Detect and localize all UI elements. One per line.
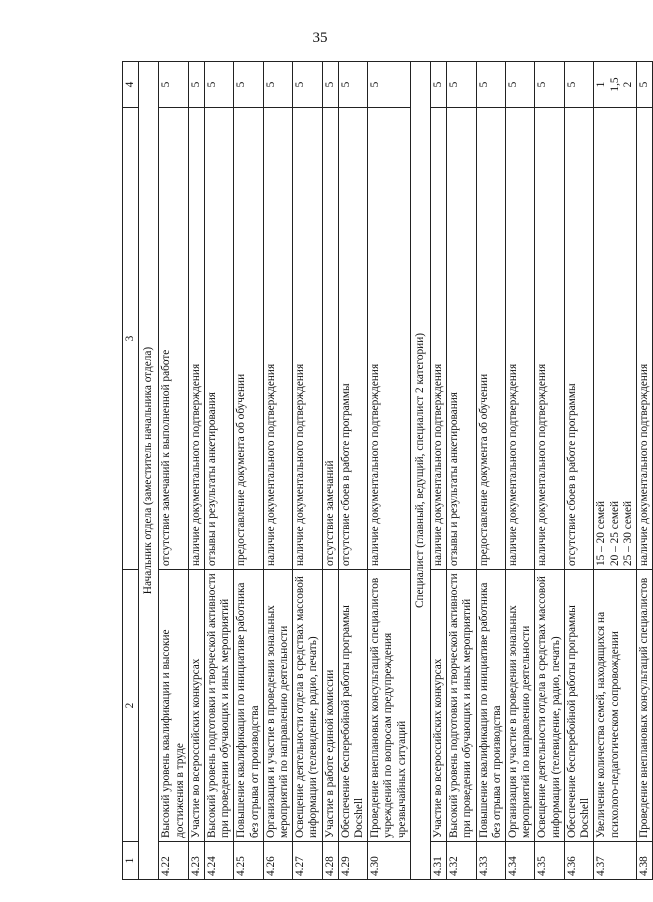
table-row [338, 62, 367, 880]
score-cell: 5 [535, 62, 564, 108]
table-row [431, 62, 447, 880]
criterion-cell: Организация и участие в проведении зональных мероприятий по направлению деятельности [506, 570, 535, 842]
row-number: 4.31 [431, 842, 447, 880]
row-number: 4.24 [205, 842, 234, 880]
section-title: Начальник отдела (заместитель начальника отдела) [139, 62, 159, 880]
section-row [139, 62, 159, 880]
table-row [506, 62, 535, 880]
section-row [410, 62, 430, 880]
criteria-table [122, 61, 653, 880]
evidence-cell: предоставление документа об обучении [234, 108, 263, 570]
table-header-row [123, 62, 139, 880]
criterion-cell: Высокий уровень квалификации и высокие достижения в труде [159, 570, 188, 842]
score-cell: 1 1,5 2 [594, 62, 637, 108]
criterion-cell: Участие в работе единой комиссии [322, 570, 338, 842]
page-number: 35 [312, 30, 328, 46]
table-body [139, 62, 653, 880]
criterion-cell: Повышение квалификации по инициативе работника без отрыва от производства [476, 570, 505, 842]
criterion-cell: Участие во всероссийских конкурсах [431, 570, 447, 842]
score-cell: 5 [338, 62, 367, 108]
section-title: Специалист (главный, ведущий, специалист 2 категории) [410, 62, 430, 880]
row-number: 4.25 [234, 842, 263, 880]
score-cell: 5 [476, 62, 505, 108]
table-row [322, 62, 338, 880]
score-cell: 5 [506, 62, 535, 108]
criterion-cell: Высокий уровень подготовки и творческой активности при проведении обучающих и иных мероприятий [447, 570, 476, 842]
row-number: 4.27 [293, 842, 322, 880]
row-number: 4.29 [338, 842, 367, 880]
row-number: 4.32 [447, 842, 476, 880]
score-cell: 5 [234, 62, 263, 108]
row-number: 4.37 [594, 842, 637, 880]
table-row [293, 62, 322, 880]
evidence-cell: наличие документального подтверждения [535, 108, 564, 570]
evidence-cell: отзывы и результаты анкетирования [205, 108, 234, 570]
criterion-cell: Обеспечение бесперебойной работы программы Docshell [564, 570, 593, 842]
score-cell: 5 [263, 62, 292, 108]
rotated-table [122, 62, 650, 880]
table-row [447, 62, 476, 880]
evidence-cell: отзывы и результаты анкетирования [447, 108, 476, 570]
criterion-cell: Организация и участие в проведении зональных мероприятий по направлению деятельности [263, 570, 292, 842]
score-cell: 5 [188, 62, 204, 108]
evidence-cell: наличие документального подтверждения [506, 108, 535, 570]
criterion-cell: Проведение внеплановых консультаций специалистов [636, 570, 652, 842]
score-cell: 5 [205, 62, 234, 108]
score-cell: 5 [431, 62, 447, 108]
table-row [188, 62, 204, 880]
table-row [263, 62, 292, 880]
table-row [535, 62, 564, 880]
table-row [564, 62, 593, 880]
criterion-cell: Освещение деятельности отдела в средствах массовой информации (телевидение, радио, печать) [293, 570, 322, 842]
row-number: 4.28 [322, 842, 338, 880]
row-number: 4.33 [476, 842, 505, 880]
evidence-cell: наличие документального подтверждения [188, 108, 204, 570]
header-col-1: 1 [123, 842, 139, 880]
evidence-cell: наличие документального подтверждения [636, 108, 652, 570]
header-col-4: 4 [123, 62, 139, 108]
header-col-2: 2 [123, 570, 139, 842]
row-number: 4.26 [263, 842, 292, 880]
evidence-cell: наличие документального подтверждения [368, 108, 411, 570]
evidence-cell: предоставление документа об обучении [476, 108, 505, 570]
row-number: 4.22 [159, 842, 188, 880]
evidence-cell: наличие документального подтверждения [431, 108, 447, 570]
criterion-cell: Увеличение количества семей, находящихся на психолого-педагогическом сопровождении [594, 570, 637, 842]
score-cell: 5 [447, 62, 476, 108]
score-cell: 5 [159, 62, 188, 108]
evidence-cell: наличие документального подтверждения [263, 108, 292, 570]
evidence-cell: отсутствие замечаний [322, 108, 338, 570]
table-row [594, 62, 637, 880]
row-number: 4.35 [535, 842, 564, 880]
table-row [368, 62, 411, 880]
rotated-table-container [122, 62, 650, 880]
score-cell: 5 [636, 62, 652, 108]
criterion-cell: Повышение квалификации по инициативе работника без отрыва от производства [234, 570, 263, 842]
row-number: 4.38 [636, 842, 652, 880]
table-row [636, 62, 652, 880]
table-row [476, 62, 505, 880]
criterion-cell: Обеспечение бесперебойной работы программы Docshell [338, 570, 367, 842]
header-col-3: 3 [123, 108, 139, 570]
row-number: 4.30 [368, 842, 411, 880]
row-number: 4.36 [564, 842, 593, 880]
criterion-cell: Участие во всероссийских конкурсах [188, 570, 204, 842]
row-number: 4.34 [506, 842, 535, 880]
evidence-cell: наличие документального подтверждения [293, 108, 322, 570]
evidence-cell: отсутствие сбоев в работе программы [564, 108, 593, 570]
score-cell: 5 [293, 62, 322, 108]
criterion-cell: Высокий уровень подготовки и творческой активности при проведении обучающих и иных мероприятий [205, 570, 234, 842]
table-row [205, 62, 234, 880]
criterion-cell: Освещение деятельности отдела в средствах массовой информации (телевидение, радио, печать) [535, 570, 564, 842]
evidence-cell: 15 – 20 семей 20 – 25 семей 25 – 30 семей [594, 108, 637, 570]
row-number: 4.23 [188, 842, 204, 880]
score-cell: 5 [564, 62, 593, 108]
evidence-cell: отсутствие замечаний к выполненной работе [159, 108, 188, 570]
criterion-cell: Проведение внеплановых консультаций специалистов учреждений по вопросам предупреждения чрезвычайных ситуаций [368, 570, 411, 842]
table-row [234, 62, 263, 880]
score-cell: 5 [322, 62, 338, 108]
score-cell: 5 [368, 62, 411, 108]
evidence-cell: отсутствие сбоев в работе программы [338, 108, 367, 570]
table-row [159, 62, 188, 880]
